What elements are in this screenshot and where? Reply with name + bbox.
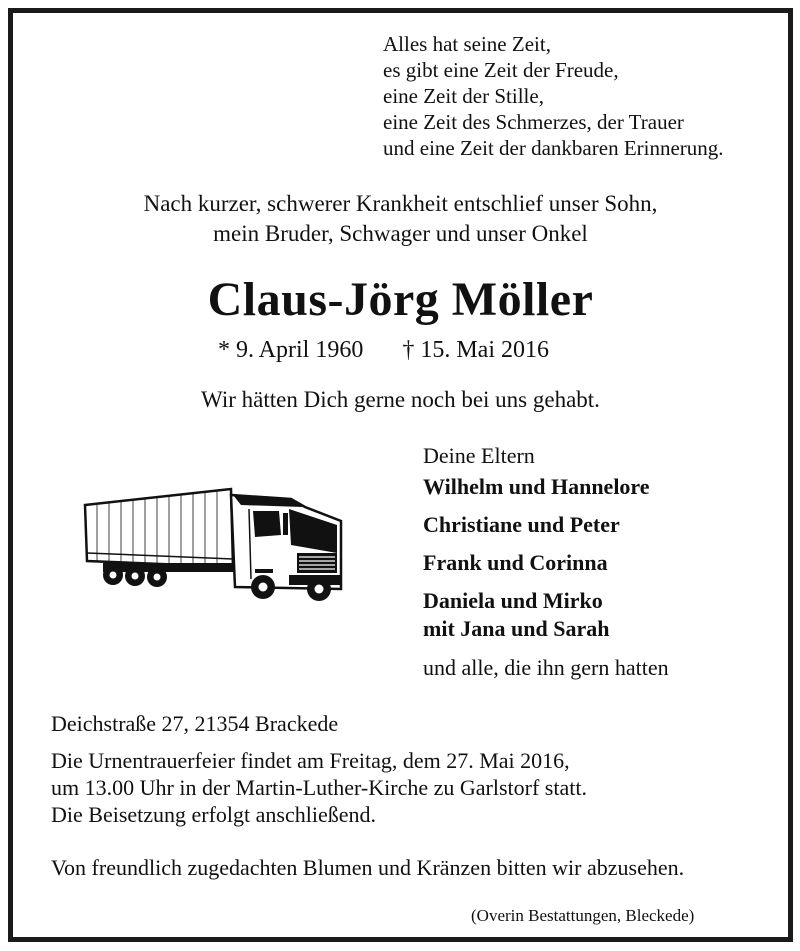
poem-line: es gibt eine Zeit der Freude, bbox=[383, 58, 619, 82]
family-intro: Deine Eltern bbox=[423, 443, 535, 468]
poem-line: eine Zeit des Schmerzes, der Trauer bbox=[383, 110, 684, 134]
family-member: Christiane und Peter bbox=[423, 512, 620, 537]
ceremony-line: Die Beisetzung erfolgt anschließend. bbox=[51, 802, 377, 827]
announcement-line: mein Bruder, Schwager und unser Onkel bbox=[213, 221, 588, 246]
poem-line: eine Zeit der Stille, bbox=[383, 84, 544, 108]
birth-date: * 9. April 1960 bbox=[218, 337, 364, 363]
death-date: † 15. Mai 2016 bbox=[402, 337, 550, 363]
ceremony-line: Die Urnentrauerfeier findet am Freitag, dem 27. Mai 2016, bbox=[51, 748, 570, 773]
announcement-line: Nach kurzer, schwerer Krankheit entschlief unser Sohn, bbox=[143, 191, 658, 216]
family-closing: und alle, die ihn gern hatten bbox=[423, 655, 669, 680]
family-member: Wilhelm und Hannelore bbox=[423, 474, 650, 499]
ceremony-line: um 13.00 Uhr in der Martin-Luther-Kirche zu Garlstorf statt. bbox=[51, 775, 587, 800]
life-dates bbox=[218, 335, 549, 365]
flowers-note: Von freundlich zugedachten Blumen und Kränzen bitten wir abzusehen. bbox=[51, 855, 685, 880]
family-member: Frank und Corinna bbox=[423, 550, 608, 575]
ceremony-info bbox=[51, 747, 587, 828]
announcement-text bbox=[13, 189, 788, 249]
farewell-sentence: Wir hätten Dich gerne noch bei uns gehabt. bbox=[201, 387, 600, 412]
truck-icon bbox=[83, 483, 343, 603]
poem-line: Alles hat seine Zeit, bbox=[383, 32, 551, 56]
address: Deichstraße 27, 21354 Brackede bbox=[51, 711, 339, 736]
family-member: mit Jana und Sarah bbox=[423, 616, 610, 641]
family-list bbox=[423, 441, 669, 683]
poem bbox=[383, 31, 724, 161]
obituary-notice bbox=[8, 8, 793, 942]
undertaker-credit: (Overin Bestattungen, Bleckede) bbox=[471, 906, 695, 925]
poem-line: und eine Zeit der dankbaren Erinnerung. bbox=[383, 136, 724, 160]
deceased-name: Claus-Jörg Möller bbox=[207, 273, 594, 326]
family-member: Daniela und Mirko bbox=[423, 588, 603, 613]
